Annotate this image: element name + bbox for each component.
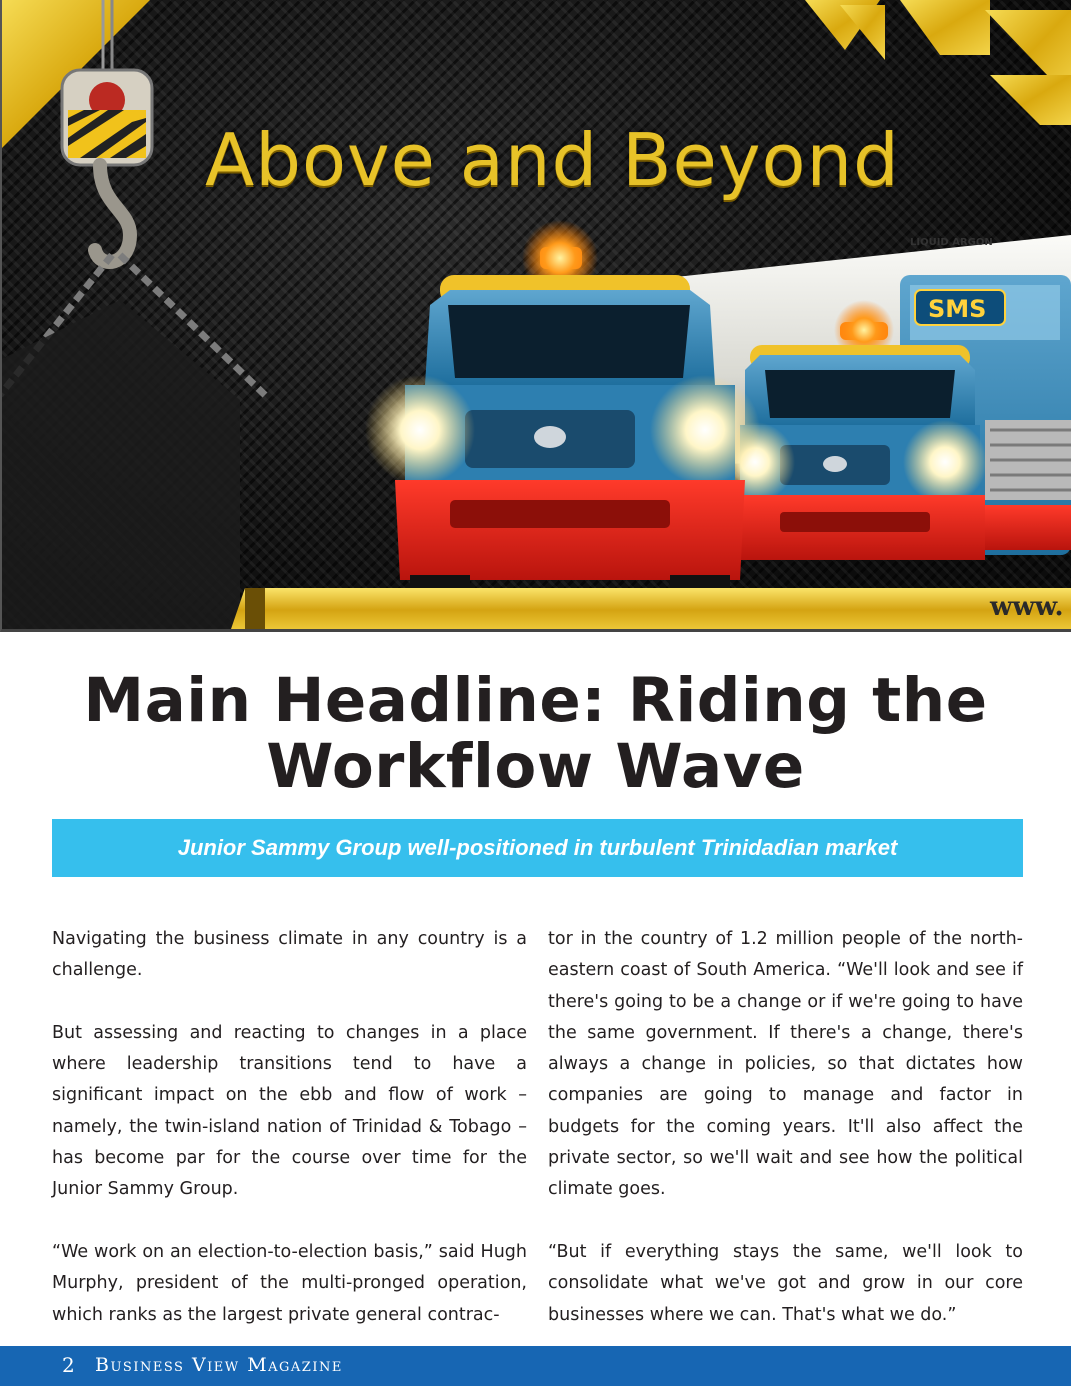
paragraph: Navigating the business climate in any country is a challenge. bbox=[52, 929, 527, 981]
hero-banner bbox=[0, 0, 1071, 632]
paragraph: “We work on an election-to-election basis,” said Hugh Murphy, president of the multi-pronged operation, which ranks as the largest private general contrac- bbox=[52, 1241, 527, 1325]
main-headline: Main Headline: Riding the Workflow Wave bbox=[83, 665, 988, 802]
hero-url: www. bbox=[990, 592, 1064, 622]
subhead: Junior Sammy Group well-positioned in turbulent Trinidadian market bbox=[177, 835, 898, 860]
hero-frame bbox=[0, 0, 1071, 632]
footer-bar bbox=[0, 1346, 1071, 1386]
paragraph: But assessing and reacting to changes in a place where leadership transitions tend to have a significant impact on the ebb and flow of work – namely, the twin-island nation of Trinidad & Tobago – has become par for the course over time for the Junior Sammy Group. bbox=[52, 1022, 527, 1200]
hero-title: Above and Beyond bbox=[205, 118, 900, 202]
article-column-left bbox=[52, 924, 527, 1331]
subhead-bar bbox=[52, 819, 1023, 877]
magazine-name: Business View Magazine bbox=[95, 1354, 343, 1376]
paragraph: “But if everything stays the same, we'll look to consolidate what we've got and grow in our core businesses where we can. That's what we do.” bbox=[548, 1241, 1023, 1325]
paragraph: tor in the country of 1.2 million people of the north-eastern coast of South America. “We'll look and see if there's going to be a change or if we're going to have the same government. If there's a change, there's always a change in policies, so that dictates how companies are going to manage and factor in budgets for the coming years. It'll also affect the private sector, so we'll wait and see how the political climate goes. bbox=[548, 929, 1023, 1200]
tanker-label: LIQUID ARGON bbox=[910, 237, 993, 248]
article-column-right bbox=[548, 924, 1023, 1331]
truck-logo: SMS bbox=[928, 295, 987, 323]
page-number: 2 bbox=[62, 1353, 75, 1377]
